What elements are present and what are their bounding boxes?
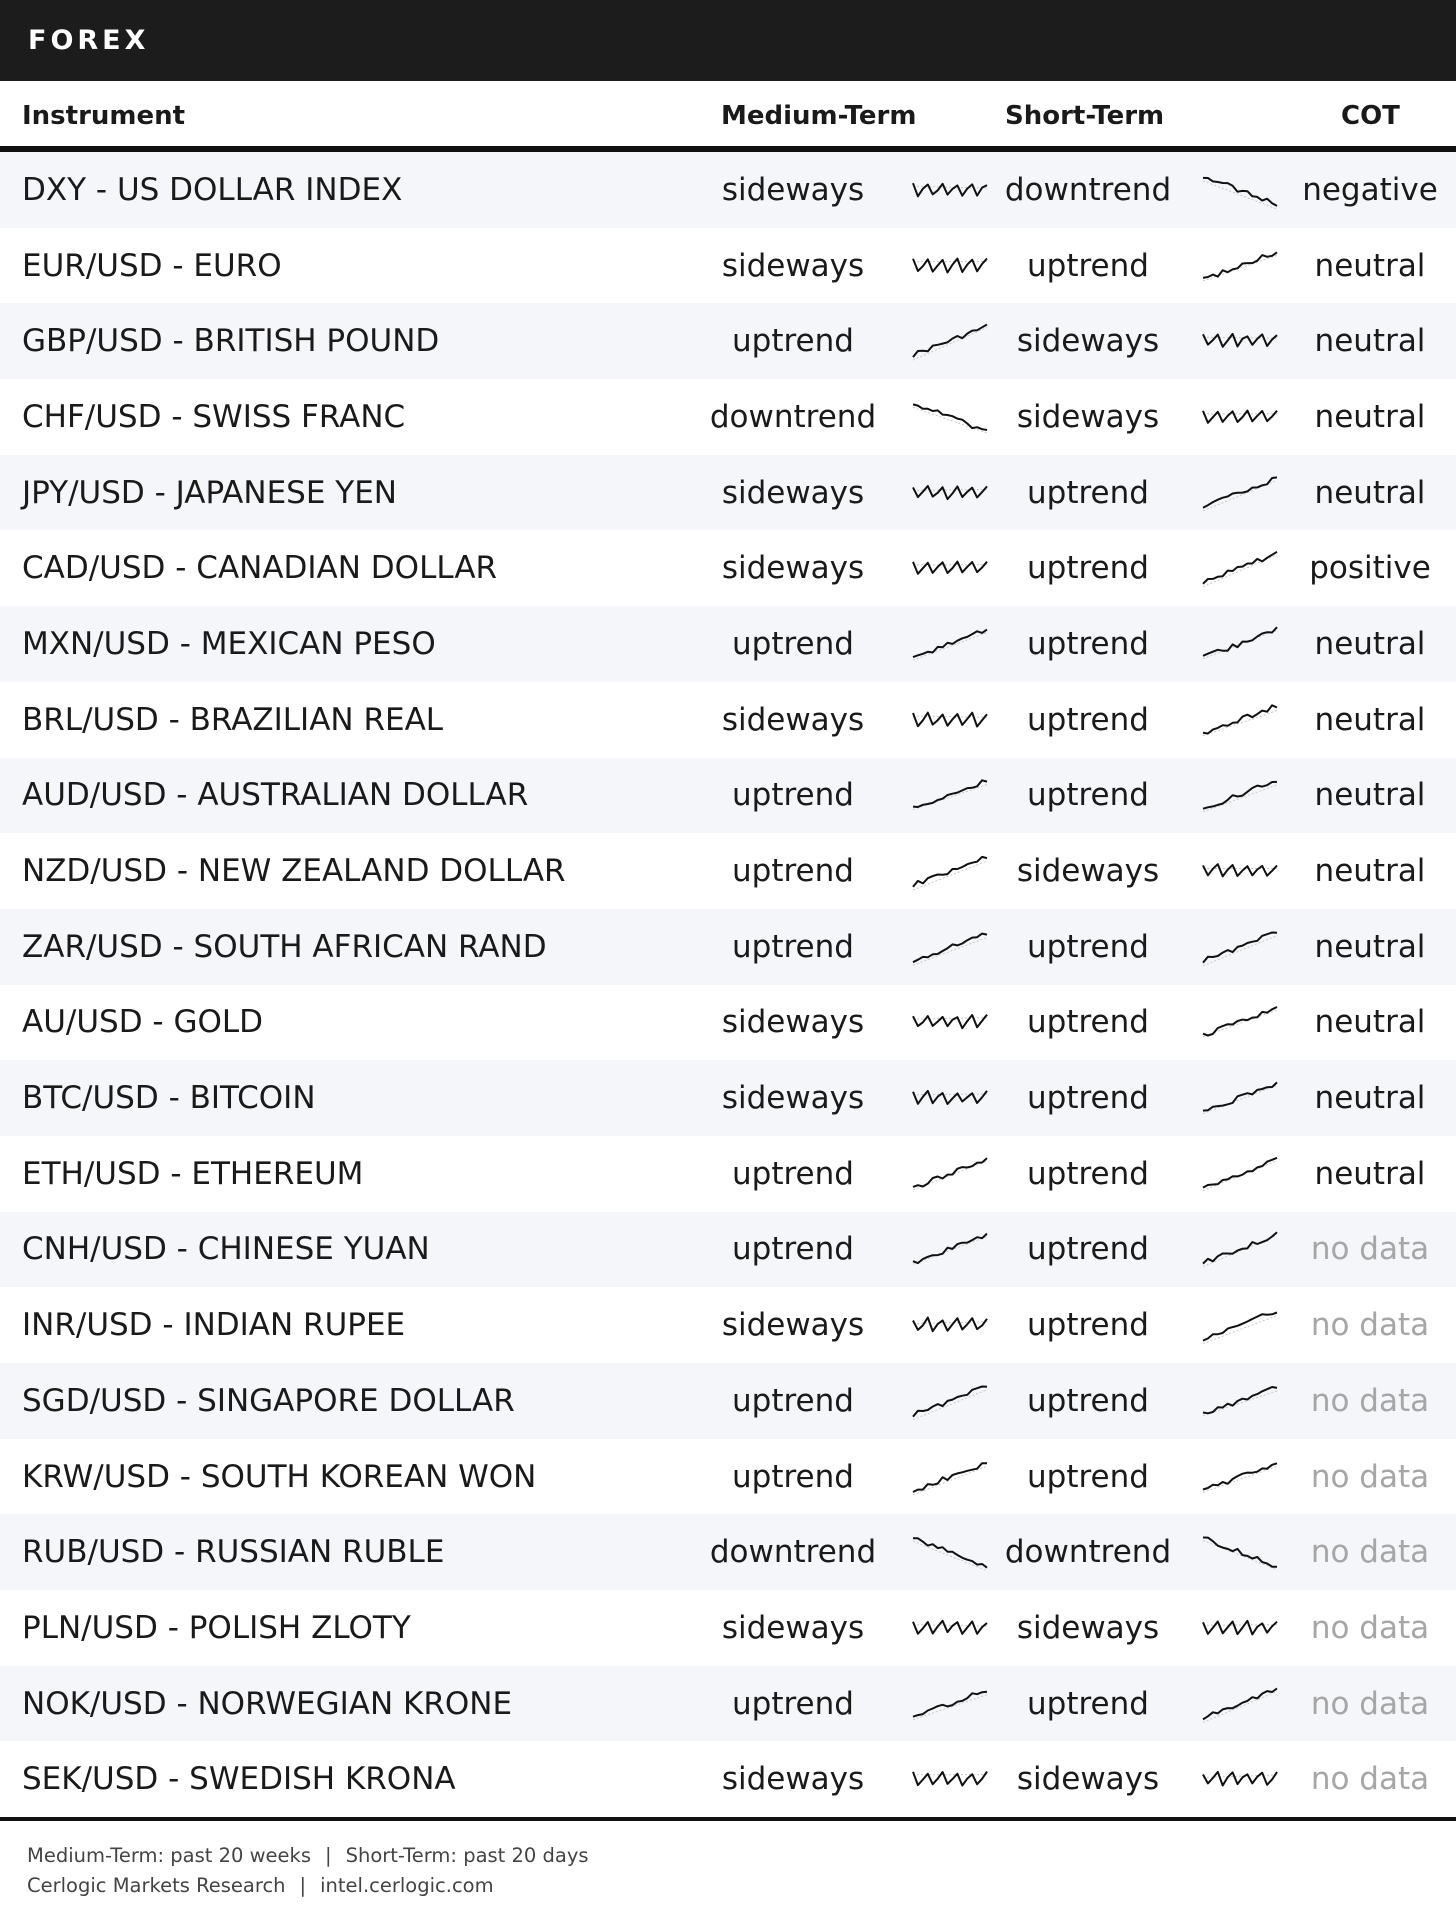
table-row (0, 1666, 1456, 1742)
instrument-name: NOK/USD - NORWEGIAN KRONE (22, 1685, 513, 1722)
cot-status: neutral (1314, 1080, 1426, 1117)
table-row (0, 530, 1456, 606)
column-header-cot: COT (1341, 101, 1400, 131)
medium-term-trend: sideways (721, 550, 865, 587)
uptrend-sparkline-icon (1200, 455, 1280, 531)
sideways-sparkline-icon (910, 1741, 990, 1817)
short-term-trend: sideways (1016, 1609, 1160, 1646)
instrument-name: RUB/USD - RUSSIAN RUBLE (22, 1534, 445, 1571)
uptrend-sparkline-icon (910, 303, 990, 379)
sideways-sparkline-icon (910, 985, 990, 1061)
short-term-trend: uptrend (1027, 1231, 1149, 1268)
short-term-trend: downtrend (1004, 1534, 1172, 1571)
instrument-name: MXN/USD - MEXICAN PESO (22, 625, 436, 662)
instrument-name: JPY/USD - JAPANESE YEN (22, 474, 397, 511)
table-row (0, 228, 1456, 304)
sideways-sparkline-icon (1200, 379, 1280, 455)
cot-status: neutral (1314, 1004, 1426, 1041)
short-term-trend: uptrend (1027, 1458, 1149, 1495)
sideways-sparkline-icon (910, 228, 990, 304)
table-row (0, 1439, 1456, 1515)
page-title: FOREX (28, 25, 150, 56)
cot-status: neutral (1314, 247, 1426, 284)
short-term-trend: uptrend (1027, 550, 1149, 587)
uptrend-sparkline-icon (1200, 1439, 1280, 1515)
instrument-name: DXY - US DOLLAR INDEX (22, 171, 403, 208)
sideways-sparkline-icon (1200, 833, 1280, 909)
sideways-sparkline-icon (910, 1060, 990, 1136)
instrument-name: BRL/USD - BRAZILIAN REAL (22, 701, 444, 738)
instrument-name: PLN/USD - POLISH ZLOTY (22, 1609, 411, 1646)
cot-status: no data (1310, 1307, 1430, 1344)
uptrend-sparkline-icon (910, 1363, 990, 1439)
short-term-trend: uptrend (1027, 625, 1149, 662)
uptrend-sparkline-icon (1200, 909, 1280, 985)
column-header-instrument: Instrument (22, 101, 186, 131)
short-term-trend: uptrend (1027, 1004, 1149, 1041)
footer-line-source (27, 1871, 1456, 1901)
medium-term-trend: sideways (721, 1307, 865, 1344)
uptrend-sparkline-icon (910, 606, 990, 682)
sideways-sparkline-icon (910, 152, 990, 228)
uptrend-sparkline-icon (910, 758, 990, 834)
table-row (0, 455, 1456, 531)
short-term-trend: uptrend (1027, 777, 1149, 814)
downtrend-sparkline-icon (910, 379, 990, 455)
short-term-trend: sideways (1016, 853, 1160, 890)
short-term-trend: uptrend (1027, 701, 1149, 738)
cot-status: no data (1310, 1761, 1430, 1798)
table-body (0, 152, 1456, 1821)
medium-term-trend: uptrend (732, 777, 854, 814)
table-header (0, 81, 1456, 152)
short-term-trend: uptrend (1027, 1382, 1149, 1419)
column-header-medium-term: Medium-Term (721, 101, 917, 131)
short-term-trend: downtrend (1004, 171, 1172, 208)
cot-status: neutral (1314, 323, 1426, 360)
medium-term-trend: sideways (721, 247, 865, 284)
table-row (0, 1136, 1456, 1212)
uptrend-sparkline-icon (1200, 985, 1280, 1061)
medium-term-trend: downtrend (709, 398, 877, 435)
short-term-trend: uptrend (1027, 247, 1149, 284)
instrument-name: BTC/USD - BITCOIN (22, 1080, 316, 1117)
instrument-name: ETH/USD - ETHEREUM (22, 1155, 364, 1192)
medium-term-trend: sideways (721, 701, 865, 738)
uptrend-sparkline-icon (910, 1439, 990, 1515)
sideways-sparkline-icon (1200, 1741, 1280, 1817)
footer-short-term-note: Short-Term: past 20 days (345, 1844, 589, 1868)
medium-term-trend: uptrend (732, 853, 854, 890)
instrument-name: GBP/USD - BRITISH POUND (22, 323, 440, 360)
short-term-trend: uptrend (1027, 1080, 1149, 1117)
instrument-name: SGD/USD - SINGAPORE DOLLAR (22, 1382, 515, 1419)
uptrend-sparkline-icon (1200, 1666, 1280, 1742)
uptrend-sparkline-icon (910, 1666, 990, 1742)
footer-medium-term-note: Medium-Term: past 20 weeks (27, 1844, 311, 1868)
instrument-name: AU/USD - GOLD (22, 1004, 264, 1041)
footer-website-link[interactable]: intel.cerlogic.com (320, 1874, 494, 1898)
table-row (0, 1741, 1456, 1821)
instrument-name: SEK/USD - SWEDISH KRONA (22, 1761, 456, 1798)
sideways-sparkline-icon (910, 1287, 990, 1363)
cot-status: positive (1309, 550, 1431, 587)
cot-status: neutral (1314, 928, 1426, 965)
footer-separator: | (299, 1874, 307, 1898)
medium-term-trend: sideways (721, 1080, 865, 1117)
table-row (0, 833, 1456, 909)
medium-term-trend: sideways (721, 1004, 865, 1041)
short-term-trend: uptrend (1027, 1685, 1149, 1722)
cot-status: no data (1310, 1382, 1430, 1419)
sideways-sparkline-icon (910, 455, 990, 531)
cot-status: no data (1310, 1458, 1430, 1495)
uptrend-sparkline-icon (910, 1212, 990, 1288)
short-term-trend: sideways (1016, 1761, 1160, 1798)
uptrend-sparkline-icon (910, 833, 990, 909)
sideways-sparkline-icon (910, 682, 990, 758)
instrument-name: AUD/USD - AUSTRALIAN DOLLAR (22, 777, 529, 814)
uptrend-sparkline-icon (1200, 228, 1280, 304)
footer-line-timeframes (27, 1841, 1456, 1871)
uptrend-sparkline-icon (1200, 1363, 1280, 1439)
table-row (0, 1287, 1456, 1363)
uptrend-sparkline-icon (1200, 530, 1280, 606)
instrument-name: KRW/USD - SOUTH KOREAN WON (22, 1458, 537, 1495)
table-row (0, 758, 1456, 834)
cot-status: neutral (1314, 398, 1426, 435)
medium-term-trend: sideways (721, 474, 865, 511)
table-row (0, 1590, 1456, 1666)
sideways-sparkline-icon (910, 1590, 990, 1666)
cot-status: no data (1310, 1534, 1430, 1571)
medium-term-trend: sideways (721, 171, 865, 208)
uptrend-sparkline-icon (1200, 1287, 1280, 1363)
short-term-trend: uptrend (1027, 474, 1149, 511)
uptrend-sparkline-icon (910, 1136, 990, 1212)
table-row (0, 379, 1456, 455)
table-row (0, 909, 1456, 985)
column-header-short-term: Short-Term (1005, 101, 1165, 131)
downtrend-sparkline-icon (1200, 1514, 1280, 1590)
table-row (0, 1363, 1456, 1439)
medium-term-trend: sideways (721, 1609, 865, 1646)
downtrend-sparkline-icon (1200, 152, 1280, 228)
instrument-name: CNH/USD - CHINESE YUAN (22, 1231, 430, 1268)
table-row (0, 303, 1456, 379)
short-term-trend: sideways (1016, 398, 1160, 435)
table-row (0, 1212, 1456, 1288)
instrument-name: EUR/USD - EURO (22, 247, 282, 284)
medium-term-trend: uptrend (732, 928, 854, 965)
uptrend-sparkline-icon (1200, 682, 1280, 758)
table-row (0, 1514, 1456, 1590)
footer (0, 1821, 1456, 1901)
medium-term-trend: uptrend (732, 1231, 854, 1268)
cot-status: neutral (1314, 701, 1426, 738)
table-row (0, 152, 1456, 228)
short-term-trend: uptrend (1027, 1307, 1149, 1344)
medium-term-trend: uptrend (732, 1458, 854, 1495)
medium-term-trend: uptrend (732, 1155, 854, 1192)
table-row (0, 606, 1456, 682)
medium-term-trend: downtrend (709, 1534, 877, 1571)
instrument-name: NZD/USD - NEW ZEALAND DOLLAR (22, 853, 566, 890)
sideways-sparkline-icon (1200, 1590, 1280, 1666)
instrument-name: ZAR/USD - SOUTH AFRICAN RAND (22, 928, 547, 965)
medium-term-trend: uptrend (732, 625, 854, 662)
medium-term-trend: sideways (721, 1761, 865, 1798)
medium-term-trend: uptrend (732, 323, 854, 360)
cot-status: neutral (1314, 853, 1426, 890)
footer-publisher: Cerlogic Markets Research (27, 1874, 286, 1898)
instrument-name: CAD/USD - CANADIAN DOLLAR (22, 550, 498, 587)
cot-status: no data (1310, 1609, 1430, 1646)
uptrend-sparkline-icon (1200, 1060, 1280, 1136)
cot-status: neutral (1314, 1155, 1426, 1192)
cot-status: neutral (1314, 625, 1426, 662)
uptrend-sparkline-icon (1200, 1136, 1280, 1212)
short-term-trend: sideways (1016, 323, 1160, 360)
sideways-sparkline-icon (910, 530, 990, 606)
uptrend-sparkline-icon (1200, 758, 1280, 834)
table-row (0, 1060, 1456, 1136)
uptrend-sparkline-icon (1200, 606, 1280, 682)
medium-term-trend: uptrend (732, 1382, 854, 1419)
table-row (0, 985, 1456, 1061)
short-term-trend: uptrend (1027, 928, 1149, 965)
uptrend-sparkline-icon (910, 909, 990, 985)
uptrend-sparkline-icon (1200, 1212, 1280, 1288)
short-term-trend: uptrend (1027, 1155, 1149, 1192)
instrument-name: INR/USD - INDIAN RUPEE (22, 1307, 406, 1344)
instrument-name: CHF/USD - SWISS FRANC (22, 398, 406, 435)
cot-status: no data (1310, 1685, 1430, 1722)
cot-status: negative (1302, 171, 1438, 208)
table-row (0, 682, 1456, 758)
sideways-sparkline-icon (1200, 303, 1280, 379)
footer-separator: | (325, 1844, 332, 1868)
downtrend-sparkline-icon (910, 1514, 990, 1590)
cot-status: neutral (1314, 474, 1426, 511)
page-header (0, 0, 1456, 81)
cot-status: neutral (1314, 777, 1426, 814)
cot-status: no data (1310, 1231, 1430, 1268)
medium-term-trend: uptrend (732, 1685, 854, 1722)
